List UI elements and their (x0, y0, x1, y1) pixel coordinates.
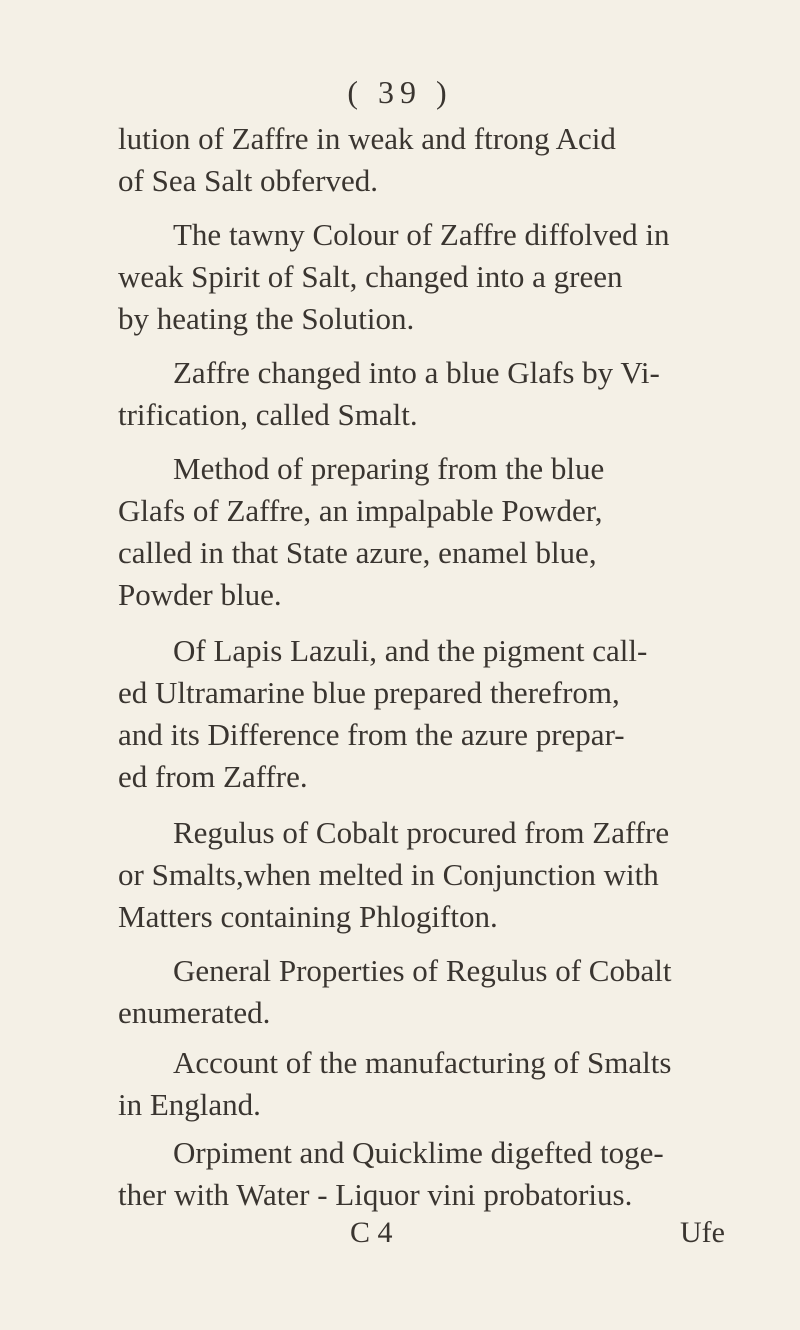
entry-line: ed Ultramarine blue prepared therefrom, (118, 675, 620, 710)
entry-line: called in that State azure, enamel blue, (118, 535, 597, 570)
entry-9 (118, 1132, 744, 1216)
entry-line: lution of Zaffre in weak and ftrong Acid (118, 121, 616, 156)
entry-line: trification, called Smalt. (118, 397, 418, 432)
entry-7 (118, 950, 744, 1034)
entry-line: ed from Zaffre. (118, 759, 308, 794)
entry-8 (118, 1042, 744, 1126)
page-footer (0, 1216, 800, 1256)
entry-line: Account of the manufacturing of Smalts (173, 1045, 672, 1080)
entry-line: enumerated. (118, 995, 271, 1030)
entry-line: Matters containing Phlogifton. (118, 899, 498, 934)
page-number: ( 39 ) (347, 74, 453, 110)
entry-line: Method of preparing from the blue (173, 451, 605, 486)
signature-mark: C 4 (350, 1216, 393, 1249)
entry-line: and its Difference from the azure prepar- (118, 717, 625, 752)
entry-line: Powder blue. (118, 577, 282, 612)
entry-line: Zaffre changed into a blue Glafs by Vi- (173, 355, 660, 390)
entry-line: or Smalts,when melted in Conjunction with (118, 857, 659, 892)
entry-5 (118, 630, 744, 798)
entry-line: Orpiment and Quicklime digefted toge- (173, 1135, 664, 1170)
entry-line: weak Spirit of Salt, changed into a green (118, 259, 623, 294)
entry-line: ther with Water - Liquor vini probatorius. (118, 1177, 633, 1212)
entry-3 (118, 352, 744, 436)
entry-2 (118, 214, 744, 340)
entry-line: Of Lapis Lazuli, and the pigment call- (173, 633, 648, 668)
entry-line: by heating the Solution. (118, 301, 415, 336)
entry-line: The tawny Colour of Zaffre diffolved in (173, 217, 670, 252)
entry-line: in England. (118, 1087, 261, 1122)
entry-6 (118, 812, 744, 938)
entry-line: Regulus of Cobalt procured from Zaffre (173, 815, 670, 850)
catchword: Ufe (680, 1216, 725, 1249)
entry-line: Glafs of Zaffre, an impalpable Powder, (118, 493, 603, 528)
entry-1 (118, 118, 744, 202)
entry-line: of Sea Salt obferved. (118, 163, 378, 198)
entry-4 (118, 448, 744, 616)
entry-line: General Properties of Regulus of Cobalt (173, 953, 672, 988)
